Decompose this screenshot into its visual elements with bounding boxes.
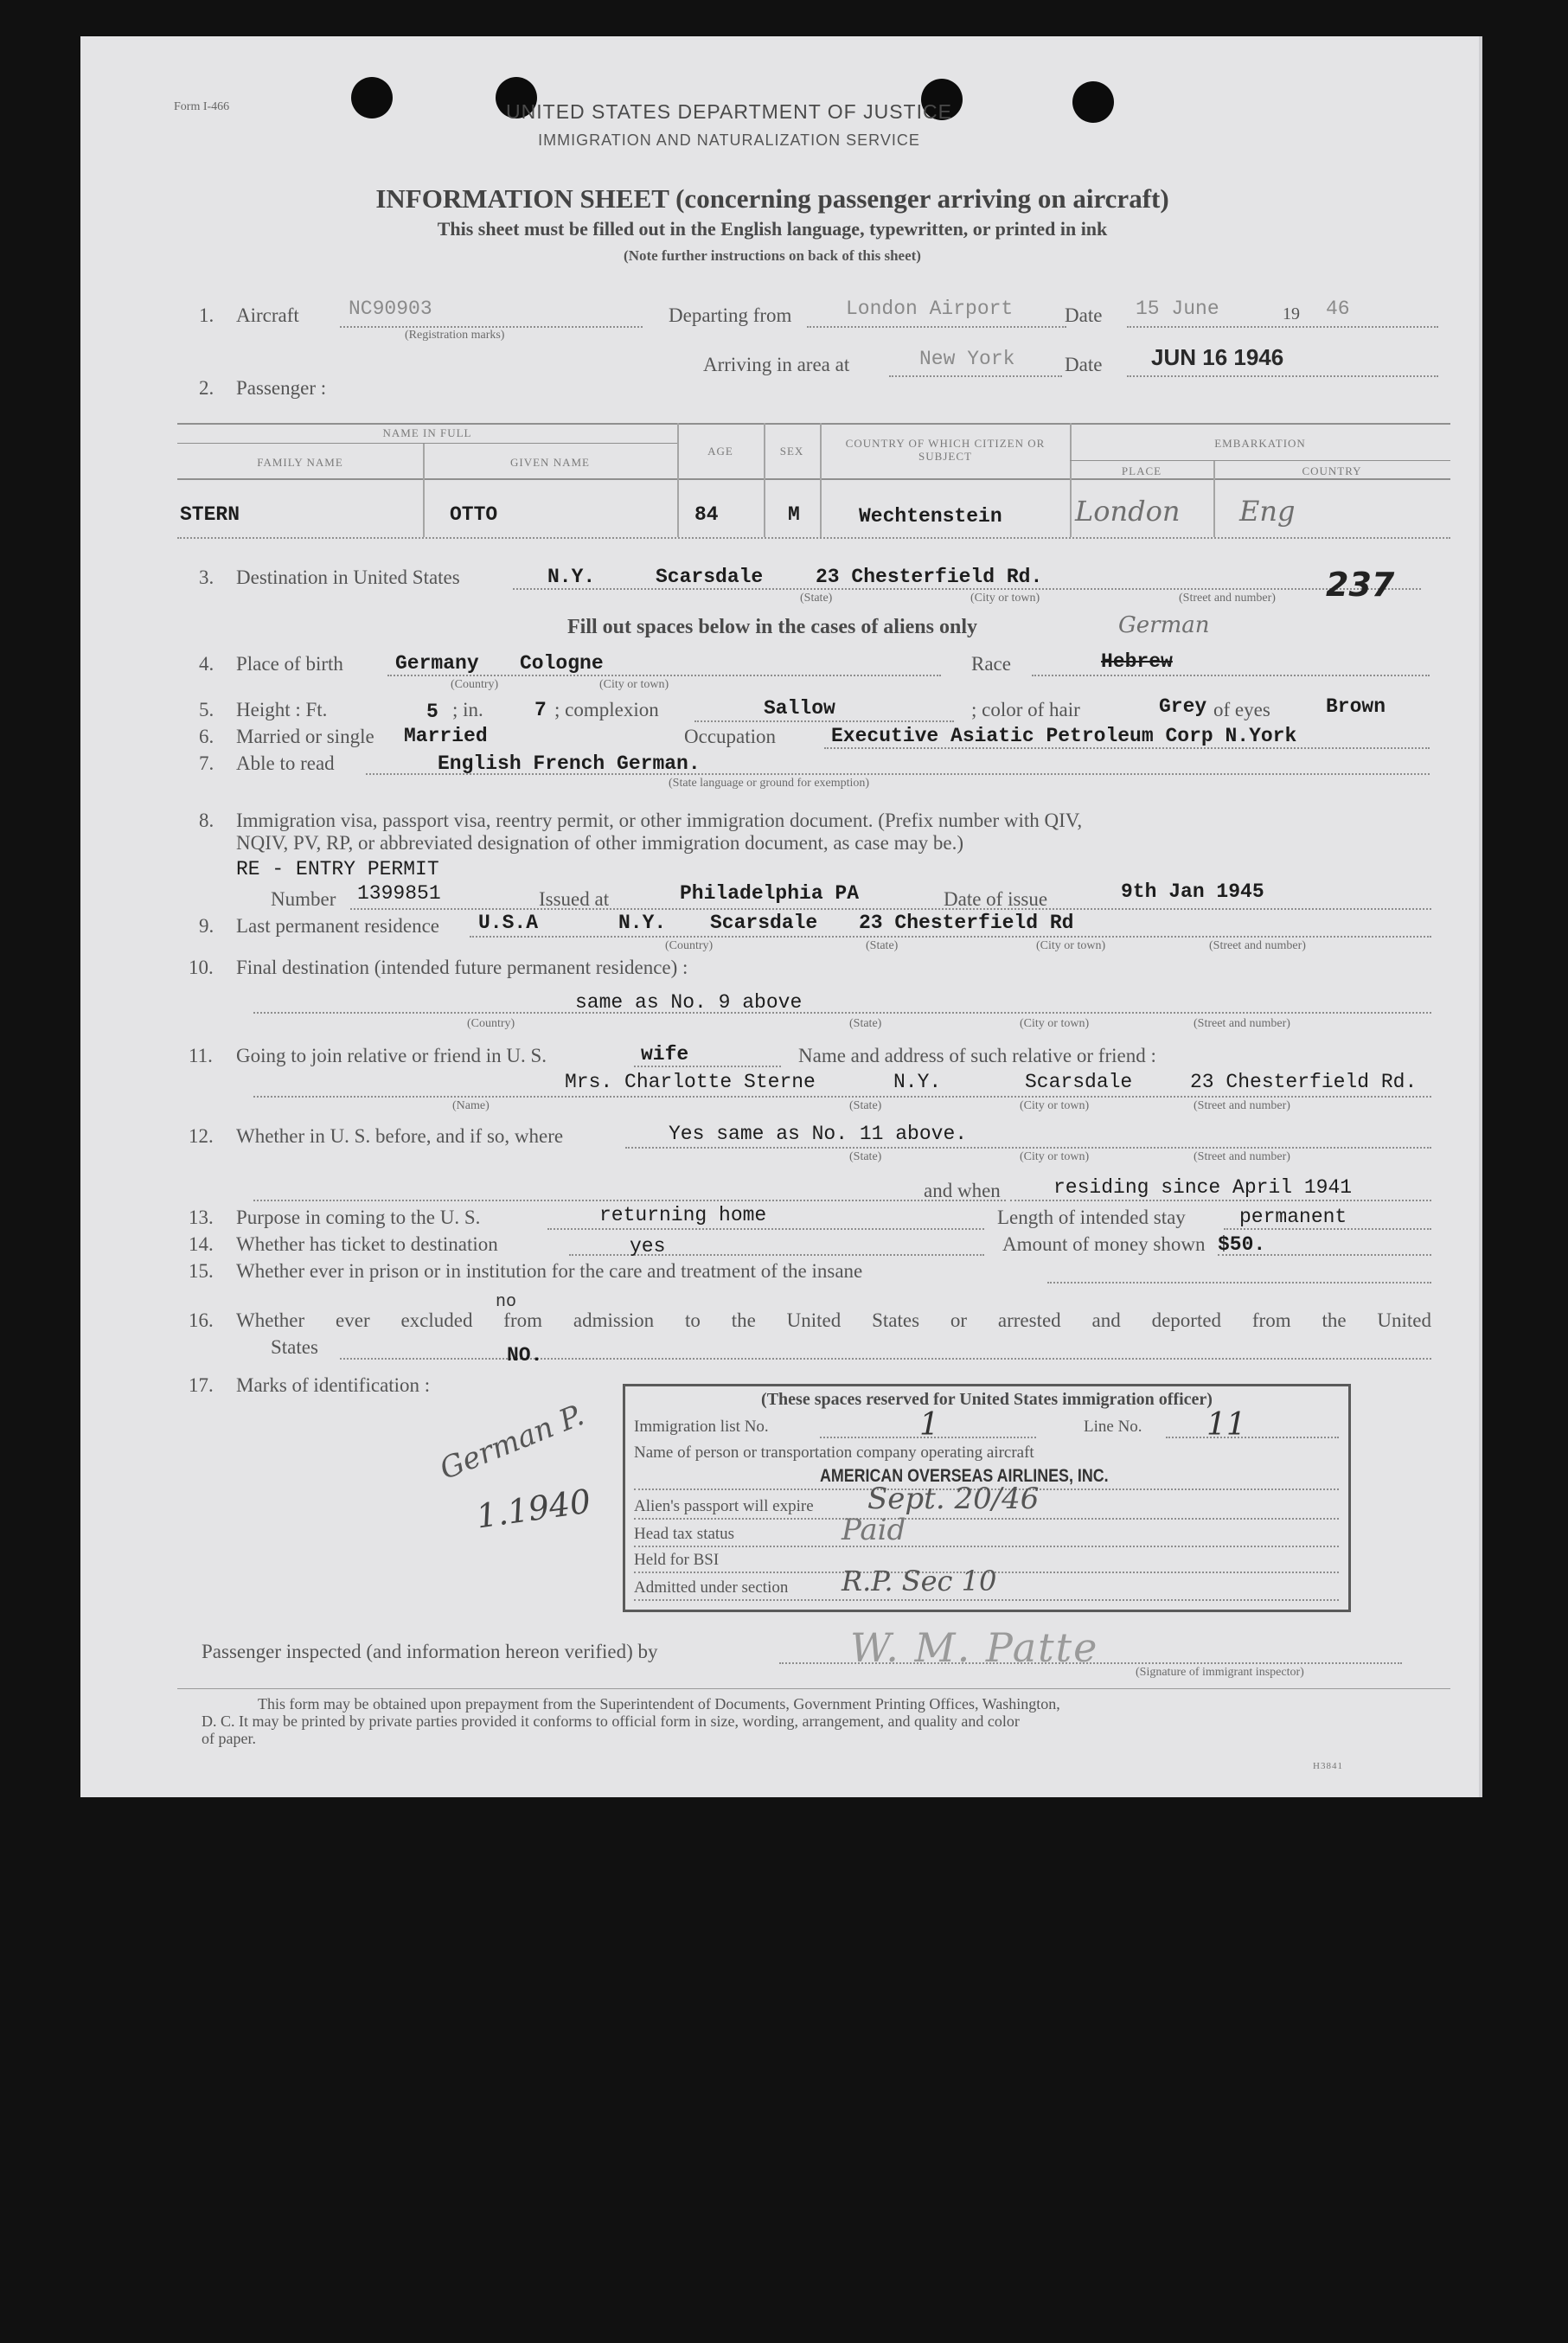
caption-country: (Country)	[467, 1017, 515, 1030]
stay-line	[1224, 1228, 1431, 1230]
caption-street: (Street and number)	[1209, 939, 1306, 952]
issue-date-value: 9th Jan 1945	[1121, 880, 1264, 903]
birth-country: Germany	[395, 652, 479, 675]
arrive-date-line	[1127, 375, 1438, 377]
caption-name: (Name)	[452, 1099, 490, 1112]
occupation-value: Executive Asiatic Petroleum Corp N.York	[831, 725, 1297, 747]
aircraft-line	[340, 326, 643, 328]
head-tax-label: Head tax status	[634, 1525, 735, 1543]
birth-city: Cologne	[520, 652, 604, 675]
doc-number-line	[350, 908, 1431, 910]
item-13-number: 13.	[189, 1207, 214, 1228]
passenger-label: Passenger :	[236, 377, 327, 399]
issued-at-value: Philadelphia PA	[680, 882, 860, 905]
caption-city: (City or town)	[599, 678, 669, 691]
margin-number: 237	[1326, 566, 1395, 604]
caption-street: (Street and number)	[1179, 592, 1276, 605]
item-14-number: 14.	[189, 1233, 214, 1255]
marital-value: Married	[404, 725, 488, 747]
caption-state: (State)	[849, 1099, 882, 1112]
relative-city: Scarsdale	[1025, 1071, 1133, 1093]
doc-number-value: 1399851	[357, 882, 441, 905]
relative-name: Mrs. Charlotte Sterne	[565, 1071, 816, 1093]
form-sheet	[80, 36, 1482, 1797]
item-12-number: 12.	[189, 1125, 214, 1147]
family-name-cell: STERN	[180, 503, 240, 526]
emb-country-header: COUNTRY	[1302, 464, 1362, 477]
footer-text-1: This form may be obtained upon prepayment from the Superintendent of Documents, Government Printing Offices, Washington,	[258, 1695, 1060, 1712]
caption-country: (Country)	[451, 678, 499, 691]
eyes-value: Brown	[1326, 695, 1386, 718]
prison-value: no	[496, 1292, 517, 1312]
footer-rule	[177, 1688, 1450, 1689]
emb-place-header: PLACE	[1121, 464, 1162, 477]
aircraft-value: NC90903	[349, 298, 432, 320]
immigration-list-label: Immigration list No.	[634, 1418, 769, 1436]
final-destination-value: same as No. 9 above	[575, 991, 803, 1014]
instruction-note: (Note further instructions on back of this sheet)	[624, 247, 921, 264]
table-bottom-rule	[177, 537, 1450, 539]
depart-date-label: Date	[1065, 304, 1103, 326]
table-top-rule	[177, 423, 1450, 425]
item-9-number: 9.	[199, 915, 214, 937]
read-value: English French German.	[438, 752, 701, 775]
join-relative-label: Going to join relative or friend in U. S.	[236, 1045, 547, 1066]
destination-label: Destination in United States	[236, 567, 460, 588]
col-divider	[677, 423, 679, 537]
passport-line	[634, 1518, 1339, 1520]
service-heading: IMMIGRATION AND NATURALIZATION SERVICE	[538, 131, 920, 149]
name-in-full-header: NAME IN FULL	[382, 426, 472, 439]
inspection-label: Passenger inspected (and information hereon verified) by	[202, 1641, 658, 1662]
departing-line	[807, 326, 1066, 328]
item-15-number: 15.	[189, 1260, 214, 1282]
item-6-number: 6.	[199, 726, 214, 747]
depart-year: 46	[1326, 298, 1350, 320]
document-text-2: NQIV, PV, RP, or abbreviated designation of other immigration document, as case may be.)	[236, 832, 964, 854]
relative-street: 23 Chesterfield Rd.	[1190, 1071, 1418, 1093]
issue-date-label: Date of issue	[944, 888, 1048, 910]
identification-note-1: German P.	[435, 1398, 589, 1488]
join-relative-line	[634, 1066, 781, 1067]
aliens-only-note: Fill out spaces below in the cases of aliens only	[566, 616, 977, 638]
aircraft-label: Aircraft	[236, 304, 299, 326]
occupation-line	[824, 747, 1430, 749]
excluded-value: NO.	[507, 1344, 543, 1367]
read-caption: (State language or ground for exemption)	[669, 777, 870, 790]
admitted-section-label: Admitted under section	[634, 1578, 789, 1597]
line-number-value: 11	[1206, 1407, 1246, 1443]
arriving-line	[889, 375, 1062, 377]
excluded-line	[340, 1358, 1431, 1360]
occupation-label: Occupation	[684, 726, 777, 747]
caption-city: (City or town)	[1020, 1099, 1090, 1112]
company-stamp: AMERICAN OVERSEAS AIRLINES, INC.	[820, 1466, 1109, 1486]
caption-state: (State)	[800, 592, 833, 605]
race-struck: Hebrew	[1101, 650, 1173, 673]
purpose-value: returning home	[599, 1204, 767, 1226]
head-tax-value: Paid	[842, 1513, 906, 1547]
caption-street: (Street and number)	[1194, 1017, 1290, 1030]
item-2-number: 2.	[199, 377, 214, 399]
departing-value: London Airport	[846, 298, 1014, 320]
line-number-label: Line No.	[1084, 1418, 1142, 1436]
caption-state: (State)	[849, 1150, 882, 1163]
item-1-number: 1.	[199, 304, 214, 326]
caption-street: (Street and number)	[1194, 1150, 1290, 1163]
passport-expire-label: Alien's passport will expire	[634, 1497, 814, 1515]
race-label: Race	[971, 653, 1011, 675]
prior-visit-line-2	[253, 1200, 1006, 1201]
prior-visit-line	[625, 1147, 1431, 1149]
birthplace-label: Place of birth	[236, 653, 343, 675]
item-5-number: 5.	[199, 699, 214, 720]
arrival-date-stamp: JUN 16 1946	[1151, 344, 1284, 370]
document-type: RE - ENTRY PERMIT	[236, 858, 439, 880]
residence-line	[470, 936, 1431, 938]
hair-value: Grey	[1159, 695, 1207, 718]
item-7-number: 7.	[199, 752, 214, 774]
complexion-label: ; complexion	[554, 699, 659, 720]
table-header-rule	[177, 478, 1450, 480]
hair-label: ; color of hair	[971, 699, 1080, 720]
page-title: INFORMATION SHEET (concerning passenger arriving on aircraft)	[375, 183, 1169, 214]
prior-visit-label: Whether in U. S. before, and if so, where	[236, 1125, 564, 1147]
residence-city: Scarsdale	[710, 912, 818, 934]
complexion-value: Sallow	[764, 697, 835, 720]
emb-country-cell: Eng	[1239, 495, 1296, 528]
passport-expire-value: Sept. 20/46	[867, 1482, 1040, 1516]
stay-value: permanent	[1239, 1206, 1347, 1228]
join-relative-value: wife	[641, 1043, 689, 1066]
complexion-line	[694, 720, 954, 722]
purpose-label: Purpose in coming to the U. S.	[236, 1207, 481, 1228]
tax-line	[634, 1546, 1339, 1547]
depart-date-value: 15 June	[1136, 298, 1219, 320]
caption-state: (State)	[866, 939, 899, 952]
held-bsi-label: Held for BSI	[634, 1551, 720, 1569]
sex-header: SEX	[779, 445, 804, 458]
arrive-date-label: Date	[1065, 354, 1103, 375]
marital-label: Married or single	[236, 726, 374, 747]
company-label: Name of person or transportation company operating aircraft	[634, 1444, 1034, 1462]
when-line	[1010, 1200, 1431, 1201]
item-11-number: 11.	[189, 1045, 213, 1066]
issued-at-label: Issued at	[539, 888, 610, 910]
emb-sub-rule	[1070, 460, 1450, 461]
destination-street: 23 Chesterfield Rd.	[816, 566, 1043, 588]
when-value: residing since April 1941	[1053, 1176, 1353, 1199]
caption-state: (State)	[849, 1017, 882, 1030]
residence-state: N.Y.	[618, 912, 667, 934]
form-code: H3841	[1313, 1761, 1343, 1771]
caption-country: (Country)	[665, 939, 714, 952]
race-line	[1032, 675, 1430, 676]
embarkation-header: EMBARKATION	[1214, 437, 1306, 450]
eyes-label: of eyes	[1213, 699, 1270, 720]
stay-label: Length of intended stay	[997, 1207, 1186, 1228]
doc-number-label: Number	[271, 888, 336, 910]
race-correction: German	[1118, 612, 1210, 638]
age-header: AGE	[707, 445, 733, 458]
emb-place-cell: London	[1075, 495, 1181, 528]
signature-caption: (Signature of immigrant inspector)	[1136, 1666, 1304, 1679]
admitted-section-value: R.P. Sec 10	[842, 1565, 997, 1597]
height-inches: 7	[534, 699, 547, 721]
purpose-line	[547, 1228, 984, 1230]
departing-label: Departing from	[669, 304, 792, 326]
final-destination-line	[253, 1012, 1431, 1014]
given-name-cell: OTTO	[450, 503, 498, 526]
inspector-signature: W. M. Patte	[850, 1624, 1099, 1671]
footer-text-2: D. C. It may be printed by private parties provided it conforms to official form in size, wording, arrangement, and quality and color	[202, 1712, 1020, 1730]
relative-state: N.Y.	[893, 1071, 942, 1093]
destination-city: Scarsdale	[656, 566, 764, 588]
age-cell: 84	[694, 503, 719, 526]
item-10-number: 10.	[189, 957, 214, 978]
identification-note-2: 1.1940	[474, 1482, 593, 1536]
item-4-number: 4.	[199, 653, 214, 675]
citizenship-header: COUNTRY OF WHICH CITIZEN OR SUBJECT	[845, 437, 1046, 463]
birthplace-line	[387, 675, 941, 676]
citizenship-cell: Wechtenstein	[859, 505, 1002, 528]
department-heading: UNITED STATES DEPARTMENT OF JUSTICE	[506, 100, 952, 123]
registration-caption: (Registration marks)	[405, 329, 505, 342]
excluded-label-2: States	[271, 1336, 318, 1358]
ticket-label: Whether has ticket to destination	[236, 1233, 498, 1255]
caption-city: (City or town)	[970, 592, 1040, 605]
read-label: Able to read	[236, 752, 335, 774]
final-destination-label: Final destination (intended future permanent residence) :	[236, 957, 688, 978]
family-name-header: FAMILY NAME	[257, 456, 343, 469]
relative-name-label: Name and address of such relative or friend :	[798, 1045, 1156, 1066]
prison-line	[1047, 1282, 1431, 1284]
item-16-number: 16.	[189, 1309, 214, 1331]
residence-street: 23 Chesterfield Rd	[859, 912, 1074, 934]
item-17-number: 17.	[189, 1374, 214, 1396]
arriving-value: New York	[919, 348, 1015, 370]
destination-state: N.Y.	[547, 566, 596, 588]
officer-box-title: (These spaces reserved for United States immigration officer)	[761, 1390, 1213, 1409]
given-name-header: GIVEN NAME	[510, 456, 590, 469]
immigration-list-value: 1	[919, 1407, 939, 1443]
depart-date-line	[1127, 326, 1438, 328]
caption-city: (City or town)	[1036, 939, 1106, 952]
excluded-label: Whether ever excluded from admission to the United States or arrested and deported from the United	[236, 1309, 1431, 1331]
prison-label: Whether ever in prison or in institution for the care and treatment of the insane	[236, 1260, 863, 1282]
footer-text-3: of paper.	[202, 1730, 256, 1747]
height-feet: 5	[426, 701, 438, 723]
when-label: and when	[924, 1180, 1001, 1201]
col-divider	[764, 423, 765, 537]
item-8-number: 8.	[199, 810, 214, 831]
identification-label: Marks of identification :	[236, 1374, 431, 1396]
year-prefix: 19	[1283, 304, 1300, 323]
col-divider	[820, 423, 822, 537]
punch-hole	[351, 77, 393, 118]
ticket-value: yes	[630, 1235, 666, 1258]
caption-street: (Street and number)	[1194, 1099, 1290, 1112]
caption-city: (City or town)	[1020, 1150, 1090, 1163]
residence-label: Last permanent residence	[236, 915, 439, 937]
document-text-1: Immigration visa, passport visa, reentry permit, or other immigration document. (Prefix number with QIV,	[236, 810, 1083, 831]
punch-hole	[1072, 81, 1114, 123]
officer-box	[623, 1384, 1351, 1612]
caption-city: (City or town)	[1020, 1017, 1090, 1030]
name-sub-rule	[177, 443, 677, 444]
relative-address-line	[253, 1096, 1431, 1098]
section-line	[634, 1599, 1339, 1601]
item-3-number: 3.	[199, 567, 214, 588]
destination-line	[513, 588, 1421, 590]
line-number-line	[1166, 1437, 1339, 1438]
inches-label: ; in.	[452, 699, 483, 720]
arriving-label: Arriving in area at	[703, 354, 850, 375]
residence-country: U.S.A	[478, 912, 539, 934]
instruction-line: This sheet must be filled out in the English language, typewritten, or printed in ink	[437, 218, 1108, 240]
money-value: $50.	[1218, 1233, 1266, 1256]
sex-cell: M	[788, 503, 800, 526]
height-label: Height : Ft.	[236, 699, 328, 720]
form-number: Form I-466	[174, 100, 230, 113]
prior-visit-value: Yes same as No. 11 above.	[669, 1123, 968, 1145]
money-label: Amount of money shown	[1002, 1233, 1206, 1255]
